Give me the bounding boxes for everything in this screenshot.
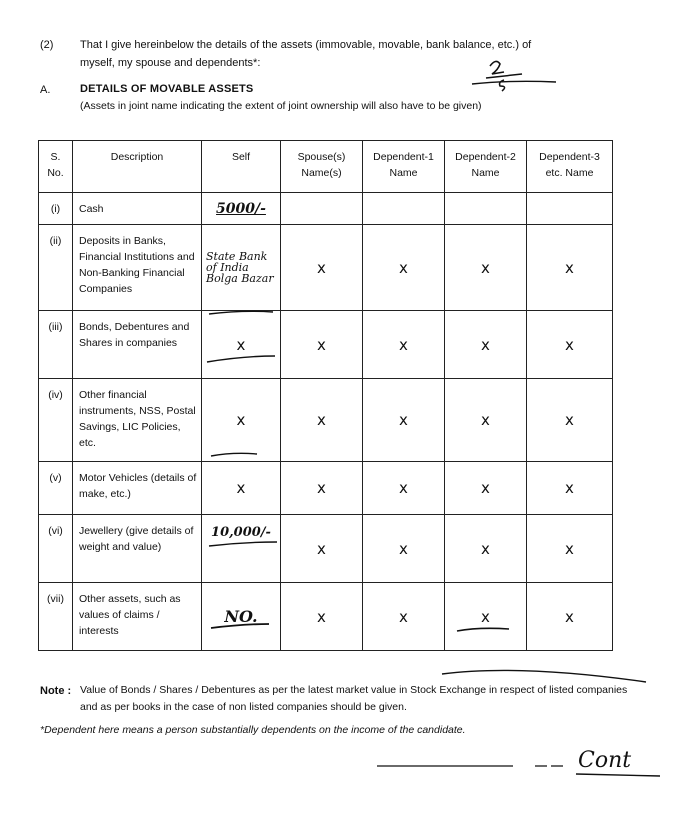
table-header-row: [39, 141, 613, 193]
cell-dependent-1: x: [363, 583, 445, 651]
footer-scribble-line: [440, 664, 650, 684]
underline-stroke: [470, 78, 560, 88]
cell-self: [202, 193, 281, 225]
cell-spouse: x: [281, 225, 363, 311]
cell-sno: (i): [39, 193, 73, 225]
note-label: Note :: [40, 685, 72, 697]
jewellery-value-handwritten: 10,000/-: [211, 525, 271, 540]
section-note: (Assets in joint name indicating the extent of joint ownership will also have to be given): [80, 100, 482, 112]
cont-underline: [574, 770, 664, 780]
cell-self: x: [202, 311, 281, 379]
handwritten-strokes: [203, 310, 283, 640]
cell-dependent-1: x: [363, 379, 445, 462]
table-row: [39, 193, 613, 225]
cell-dependent-1: x: [363, 462, 445, 515]
cell-sno: (v): [39, 462, 73, 515]
cell-dependent-2: x: [445, 462, 527, 515]
cell-dependent-1: [363, 193, 445, 225]
cell-dependent-2: x: [445, 583, 527, 651]
bank-name-handwritten: State Bank of India Bolga Bazar: [206, 250, 274, 285]
cell-description: Cash: [73, 193, 202, 225]
cell-description: Bonds, Debentures and Shares in companies: [73, 311, 202, 379]
cell-sno: (iii): [39, 311, 73, 379]
cell-spouse: x: [281, 379, 363, 462]
cell-spouse: x: [281, 515, 363, 583]
section-title: DETAILS OF MOVABLE ASSETS: [80, 83, 254, 95]
col-header-description: Description: [73, 141, 202, 193]
cell-description: Other assets, such as values of claims / interests: [73, 583, 202, 651]
cell-dependent-3: x: [527, 225, 613, 311]
dependent-underline: [455, 625, 515, 635]
cell-sno: (ii): [39, 225, 73, 311]
cell-sno: (vi): [39, 515, 73, 583]
dependent-definition: *Dependent here means a person substantially dependents on the income of the candidate.: [40, 724, 466, 736]
cell-sno: (vii): [39, 583, 73, 651]
cell-dependent-2: x: [445, 379, 527, 462]
cell-dependent-2: x: [445, 515, 527, 583]
table-row: [39, 515, 613, 583]
cell-dependent-2: x: [445, 311, 527, 379]
table-row: [39, 583, 613, 651]
cell-spouse: x: [281, 462, 363, 515]
cell-dependent-3: x: [527, 583, 613, 651]
col-header-spouse: Spouse(s) Name(s): [281, 141, 363, 193]
cell-dependent-3: x: [527, 311, 613, 379]
cell-self: [202, 225, 281, 311]
col-header-self: Self: [202, 141, 281, 193]
cash-amount-handwritten: 5000/-: [216, 201, 266, 217]
intro-line-1: That I give hereinbelow the details of the assets (immovable, movable, bank balance, etc.) of: [80, 39, 532, 51]
cell-dependent-1: x: [363, 225, 445, 311]
col-header-dependent-2: Dependent-2 Name: [445, 141, 527, 193]
section-letter: A.: [40, 84, 51, 96]
table-row: [39, 462, 613, 515]
signature-line: [375, 760, 575, 770]
col-header-sno: S. No.: [39, 141, 73, 193]
cell-dependent-3: x: [527, 462, 613, 515]
cell-sno: (iv): [39, 379, 73, 462]
cell-spouse: x: [281, 583, 363, 651]
note-text: Value of Bonds / Shares / Debentures as per the latest market value in Stock Exchange in respect of listed companies and as per books in the case of non listed companies should be given.: [80, 684, 628, 713]
cell-description: Jewellery (give details of weight and value): [73, 515, 202, 583]
cell-description: Other financial instruments, NSS, Postal Savings, LIC Policies, etc.: [73, 379, 202, 462]
cell-dependent-1: x: [363, 311, 445, 379]
cell-self: x: [202, 379, 281, 462]
intro-line-2: myself, my spouse and dependents*:: [80, 57, 261, 69]
table-row: [39, 379, 613, 462]
cell-spouse: x: [281, 311, 363, 379]
cell-dependent-3: x: [527, 379, 613, 462]
cell-spouse: [281, 193, 363, 225]
movable-assets-table: [38, 140, 613, 651]
cell-dependent-2: [445, 193, 527, 225]
col-header-dependent-3: Dependent-3 etc. Name: [527, 141, 613, 193]
cell-description: Deposits in Banks, Financial Institutions and Non-Banking Financial Companies: [73, 225, 202, 311]
page-fraction-mark: [484, 56, 524, 96]
cell-dependent-3: [527, 193, 613, 225]
table-row: [39, 225, 613, 311]
item-number: (2): [40, 39, 54, 51]
cell-self: x: [202, 462, 281, 515]
col-header-dependent-1: Dependent-1 Name: [363, 141, 445, 193]
cont-handwritten: Cont: [578, 748, 632, 773]
table-row: [39, 311, 613, 379]
cell-description: Motor Vehicles (details of make, etc.): [73, 462, 202, 515]
cell-dependent-1: x: [363, 515, 445, 583]
cell-dependent-2: x: [445, 225, 527, 311]
other-assets-handwritten: NO.: [224, 606, 258, 626]
cell-dependent-3: x: [527, 515, 613, 583]
